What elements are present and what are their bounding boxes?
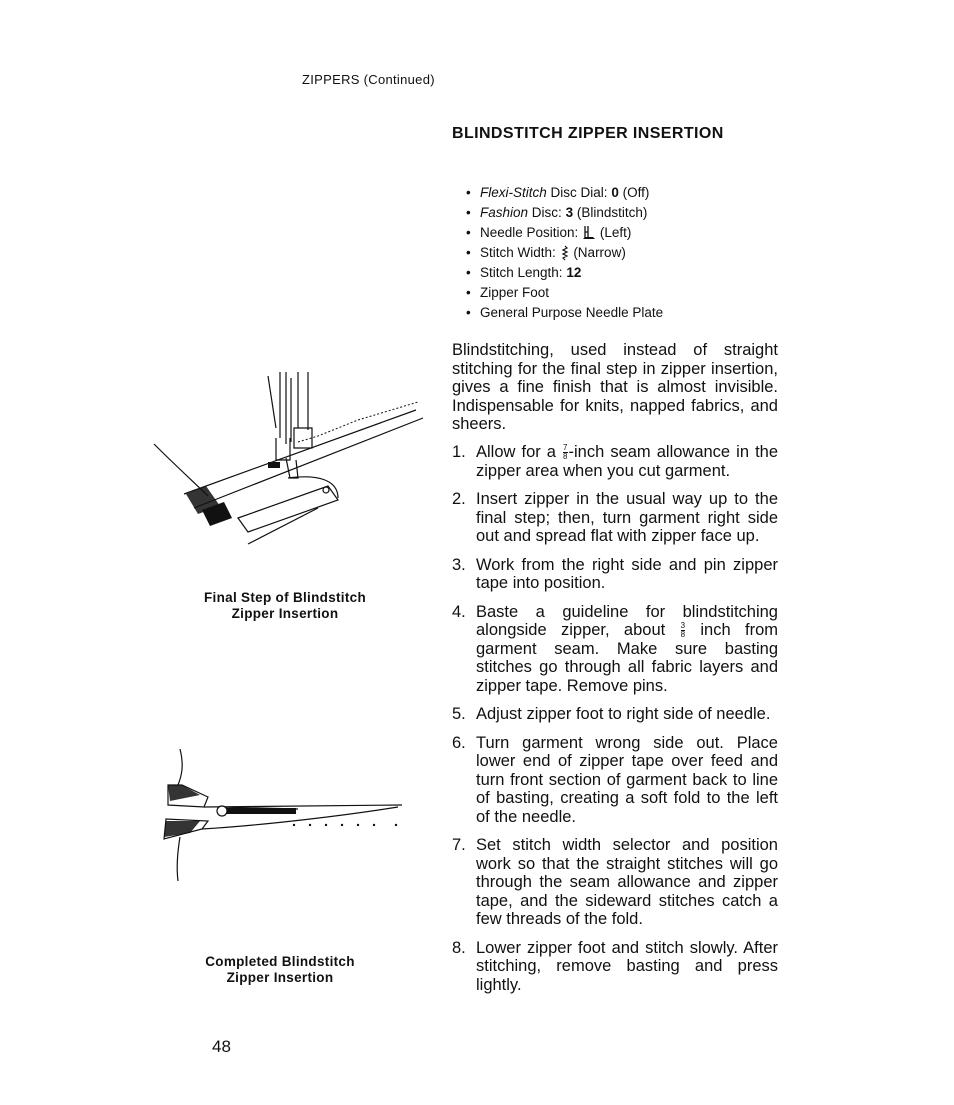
flexi-stitch-name: Flexi-Stitch (480, 185, 547, 200)
fashion-name: Fashion (480, 205, 529, 220)
flexi-label: Disc Dial: (550, 185, 608, 200)
figure-2-caption: Completed Blindstitch Zipper Insertion (205, 954, 355, 985)
completed-zipper-illustration (148, 745, 408, 885)
fashion-label: Disc: (531, 205, 562, 220)
fraction-seven-eighths: $\frac{7}{8}$ (563, 443, 568, 462)
step-5: 5. Adjust zipper foot to right side of needle. (452, 705, 771, 723)
settings-list (466, 183, 663, 323)
blindstitch-machine-illustration (148, 368, 428, 558)
fraction-three-eighths: $\frac{3}{8}$ (680, 621, 686, 640)
width-label: Stitch Width: (480, 245, 556, 260)
section-title: BLINDSTITCH ZIPPER INSERTION (452, 125, 724, 142)
step-2: 2. Insert zipper in the usual way up to the final step; then, turn garment right side out and spread flat with zipper face up. (452, 490, 778, 545)
fashion-value: 3 (565, 205, 574, 220)
setting-zipper-foot: • Zipper Foot (466, 283, 663, 303)
steps-list (452, 443, 778, 1004)
setting-needle-plate: • General Purpose Needle Plate (466, 303, 663, 323)
step-1: 1. Allow for a $\frac{7}{8}$ -inch seam allowance in the zipper area when you cut garment. (452, 443, 779, 480)
step-7: 7. Set stitch width selector and position work so that the straight stitches will go through the seam allowance and zipper tape, and the sideward stitches catch a few threads of the fold. (452, 836, 778, 928)
figure-1-caption: Final Step of Blindstitch Zipper Insertion (204, 590, 366, 621)
step-3: 3. Work from the right side and pin zipper tape into position. (452, 555, 778, 592)
length-value: 12 (566, 265, 582, 280)
flexi-value: 0 (611, 185, 619, 200)
narrow-zigzag-icon (560, 245, 570, 261)
setting-stitch-width (466, 243, 663, 263)
width-note: (Narrow) (573, 245, 626, 260)
needle-left-icon (582, 225, 596, 241)
needle-note: (Left) (599, 225, 632, 240)
step-6: 6. Turn garment wrong side out. Place lower end of zipper tape over feed and turn front section of garment back to line of basting, creating a soft fold to the left of the needle. (452, 733, 778, 826)
length-label: Stitch Length: (480, 265, 563, 280)
page-number: 48 (212, 1037, 231, 1056)
fashion-note: (Blindstitch) (576, 205, 648, 220)
setting-needle-position (466, 223, 663, 243)
intro-paragraph: Blindstitching, used instead of straight stitching for the final step in zipper insertion, gives a fine finish that is almost invisible. Indispensable for knits, napped fabrics, and sheers. (452, 341, 778, 433)
setting-flexi-stitch (466, 183, 663, 203)
step-4: 4. Baste a guideline for blindstitching alongside zipper, about $\frac{3}{8}$ inch from garment seam. Make sure basting stitches go through all fabric layers and zipper tape. Remove pins. (452, 602, 778, 695)
setting-stitch-length (466, 263, 663, 283)
running-head: ZIPPERS (Continued) (302, 72, 435, 87)
step-8: 8. Lower zipper foot and stitch slowly. After stitching, remove basting and press lightly. (452, 938, 778, 994)
setting-fashion-disc (466, 203, 663, 223)
flexi-note: (Off) (622, 185, 650, 200)
needle-label: Needle Position: (480, 225, 579, 240)
